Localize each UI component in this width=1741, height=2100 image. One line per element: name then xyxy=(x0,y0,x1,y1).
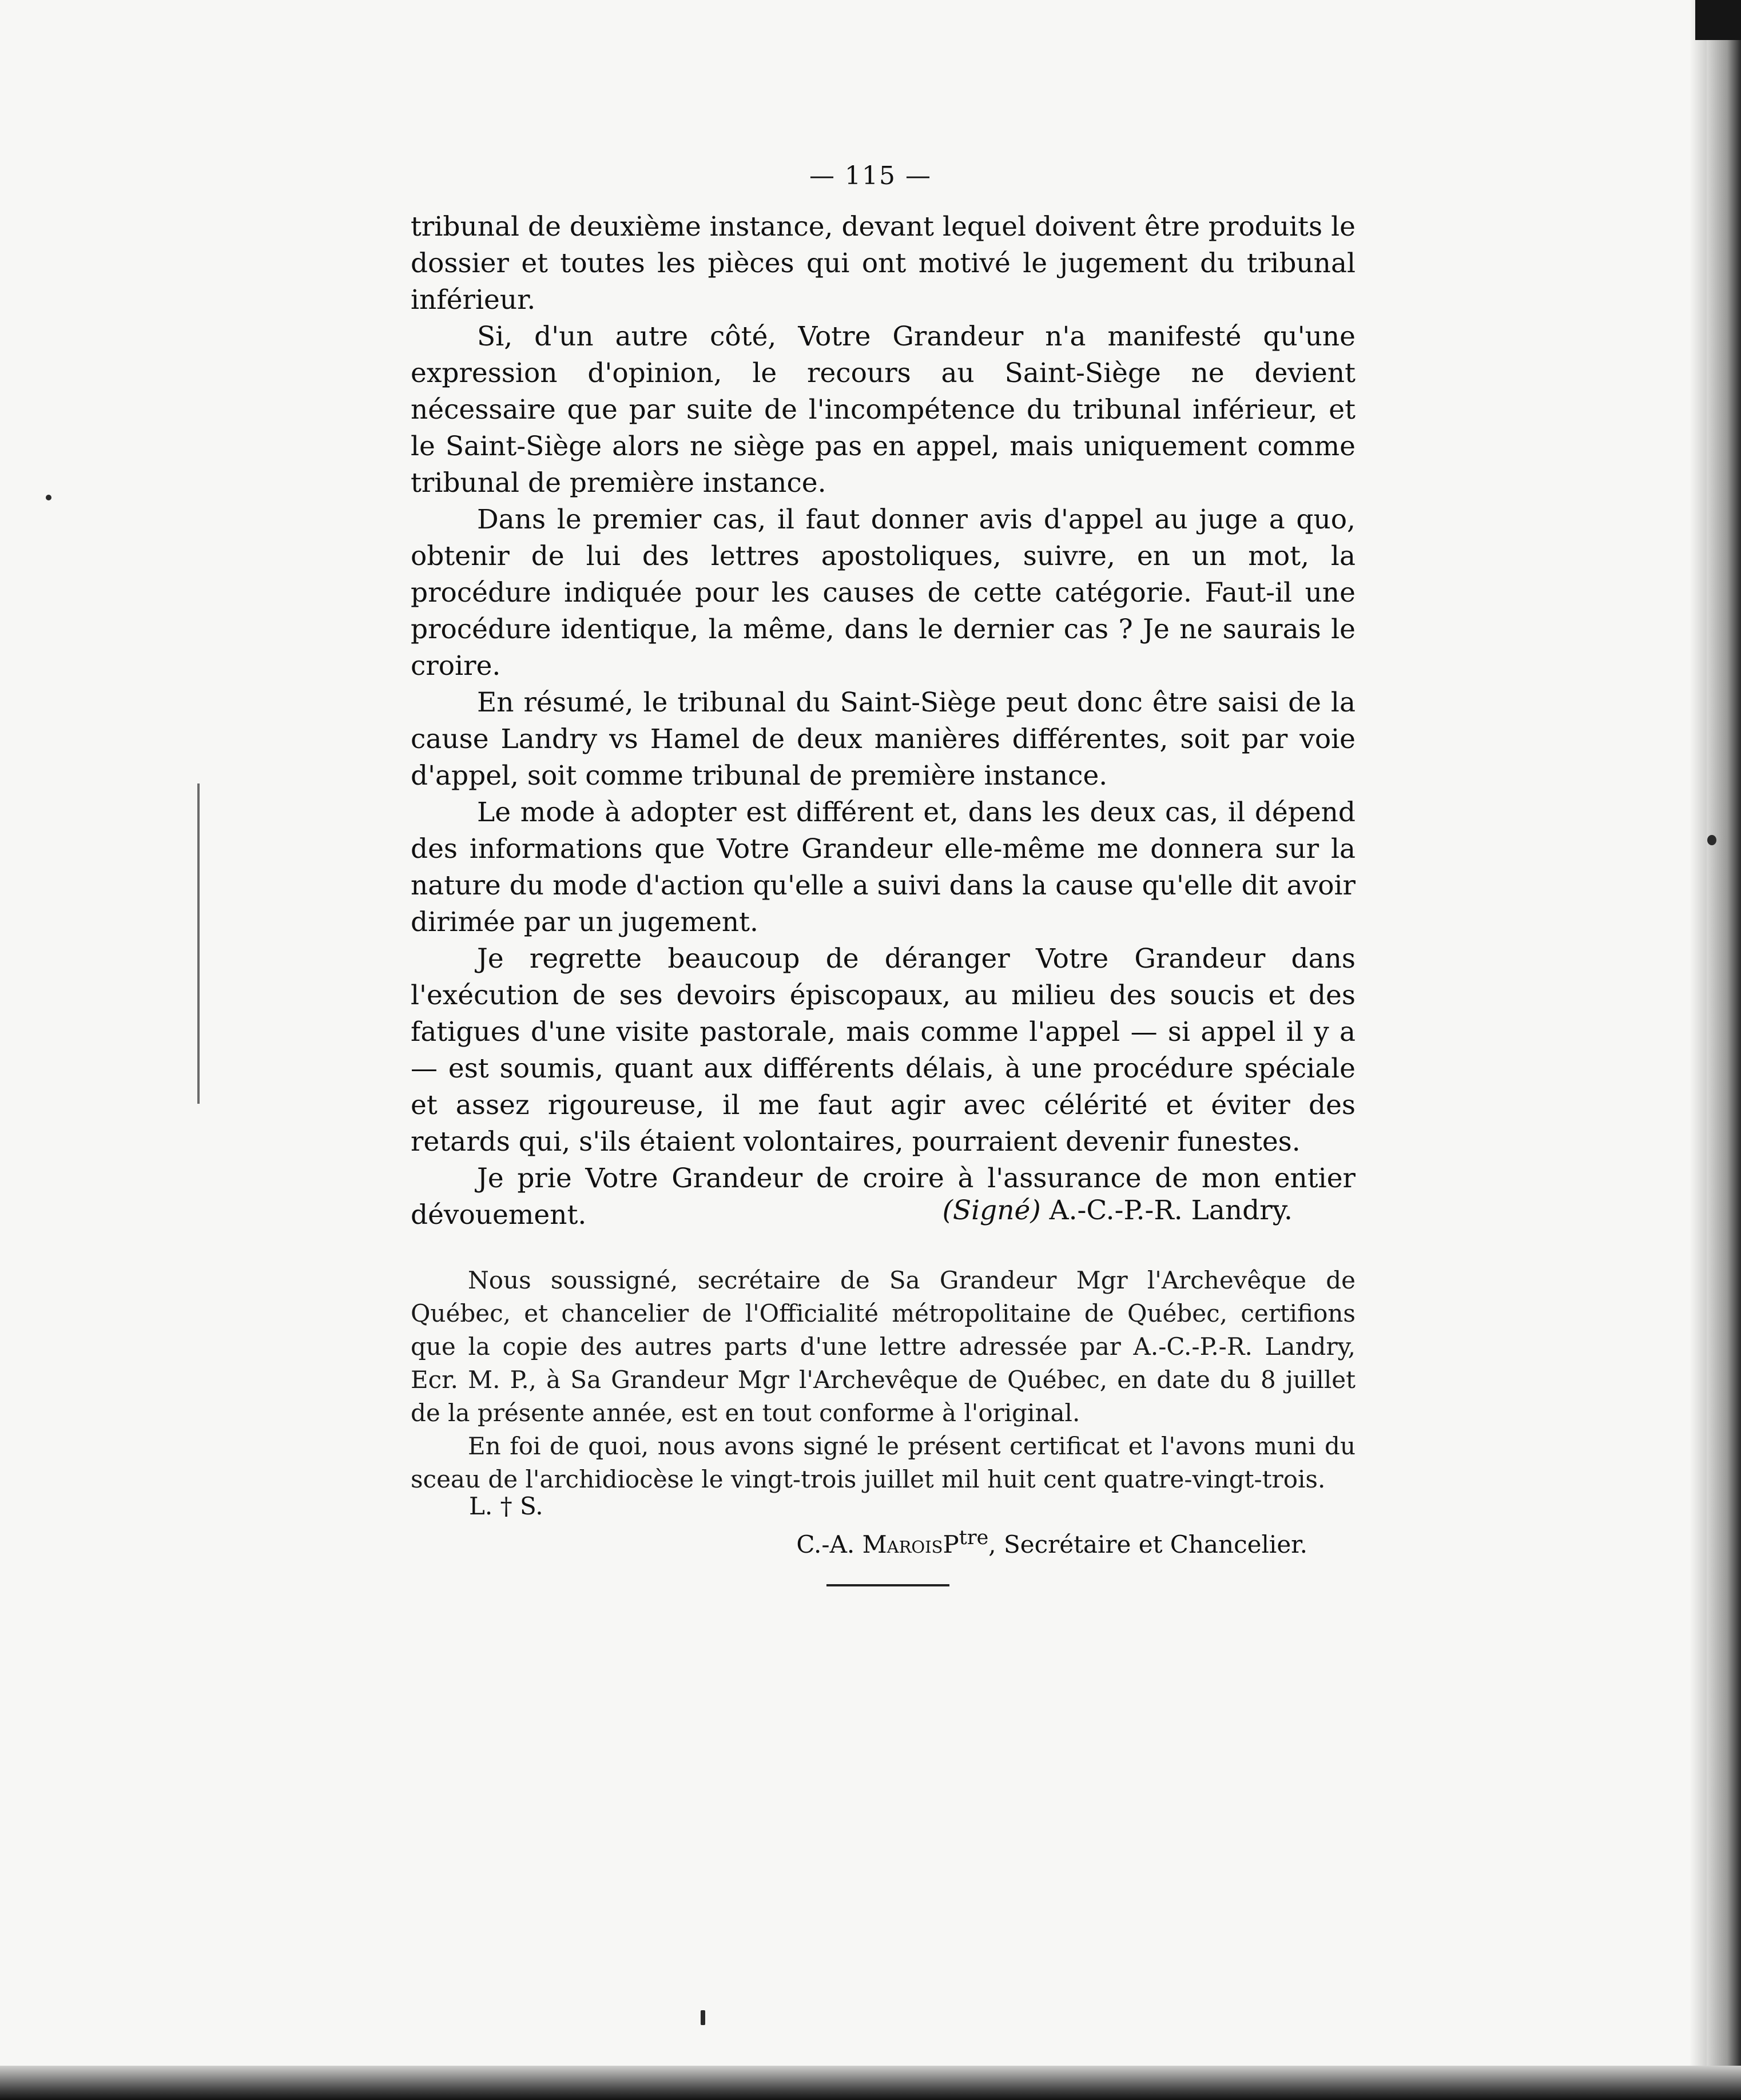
certificate-paragraph: En foi de quoi, nous avons signé le présent certificat et l'avons muni du sceau de l'archidiocèse le vingt-trois juillet mil huit cent quatre-vingt-trois. xyxy=(411,1432,1356,1493)
letter-paragraph: Je regrette beaucoup de déranger Votre Grandeur dans l'exécution de ses devoirs épiscopaux, au milieu des soucis et des fatigues d'une visite pastorale, mais comme l'appel — si appel il y a — est soumis, quant aux différents délais, à une procédure spéciale et assez rigoureuse, il me faut agir avec célérité et éviter des retards qui, s'ils étaient volontaires, pourraient devenir funestes. xyxy=(411,943,1356,1158)
page-right-edge xyxy=(1707,0,1741,2100)
scan-speck xyxy=(701,2010,705,2025)
letter-paragraph: Si, d'un autre côté, Votre Grandeur n'a manifesté qu'une expression d'opinion, le recours au Saint-Siège ne devient nécessaire que par suite de l'incompétence du tribunal inférieur, et le Saint-Siège alors ne siège pas en appel, mais uniquement comme tribunal de première instance. xyxy=(411,321,1356,499)
scan-margin-mark xyxy=(197,783,200,1104)
certificate-block xyxy=(411,1264,1356,1496)
signature-note: (Signé) xyxy=(942,1195,1041,1226)
scan-speck xyxy=(1707,835,1716,845)
signer-surname: Marois xyxy=(862,1530,943,1558)
signer-title-prefix: P xyxy=(943,1530,959,1558)
signer-title-sup: tre xyxy=(959,1526,989,1549)
letter-signature xyxy=(744,1192,1293,1229)
page-bottom-edge xyxy=(0,2066,1741,2100)
page-edge-shadow xyxy=(1690,0,1707,2100)
signature-name: A.-C.-P.-R. Landry. xyxy=(1049,1195,1293,1226)
end-rule xyxy=(826,1584,949,1586)
letter-paragraph: Dans le premier cas, il faut donner avis d'appel au juge a quo, obtenir de lui des lettres apostoliques, suivre, en un mot, la procédure indiquée pour les causes de cette catégorie. Faut-il une procédure identique, la même, dans le dernier cas ? Je ne saurais le croire. xyxy=(411,504,1356,682)
signer-initials: C.-A. xyxy=(796,1530,855,1558)
scan-corner xyxy=(1695,0,1741,40)
letter-body xyxy=(411,209,1356,1234)
letter-paragraph: En résumé, le tribunal du Saint-Siège peut donc être saisi de la cause Landry vs Hamel de deux manières différentes, soit par voie d'appel, soit comme tribunal de première instance. xyxy=(411,687,1356,792)
certificate-signer xyxy=(744,1521,1307,1561)
seal-mark: L. † S. xyxy=(469,1492,543,1520)
letter-paragraph: Je prie Votre Grandeur de croire à l'assurance de mon entier dévouement. xyxy=(411,1163,1356,1231)
letter-paragraph: tribunal de deuxième instance, devant lequel doivent être produits le dossier et toutes les pièces qui ont motivé le jugement du tribunal inférieur. xyxy=(411,211,1356,316)
scan-speck xyxy=(46,495,51,500)
certificate-paragraph: Nous soussigné, secrétaire de Sa Grandeur Mgr l'Archevêque de Québec, et chancelier de l'Officialité métropolitaine de Québec, certifions que la copie des autres parts d'une lettre adressée par A.-C.-P.-R. Landry, Ecr. M. P., à Sa Grandeur Mgr l'Archevêque de Québec, en date du 8 juillet de la présente année, est en tout conforme à l'original. xyxy=(411,1266,1356,1427)
page-number: — 115 — xyxy=(809,161,932,190)
signer-title-rest: , Secrétaire et Chancelier. xyxy=(988,1530,1307,1558)
letter-paragraph: Le mode à adopter est différent et, dans les deux cas, il dépend des informations que Votre Grandeur elle-même me donnera sur la nature du mode d'action qu'elle a suivi dans la cause qu'elle dit avoir dirimée par un jugement. xyxy=(411,797,1356,938)
